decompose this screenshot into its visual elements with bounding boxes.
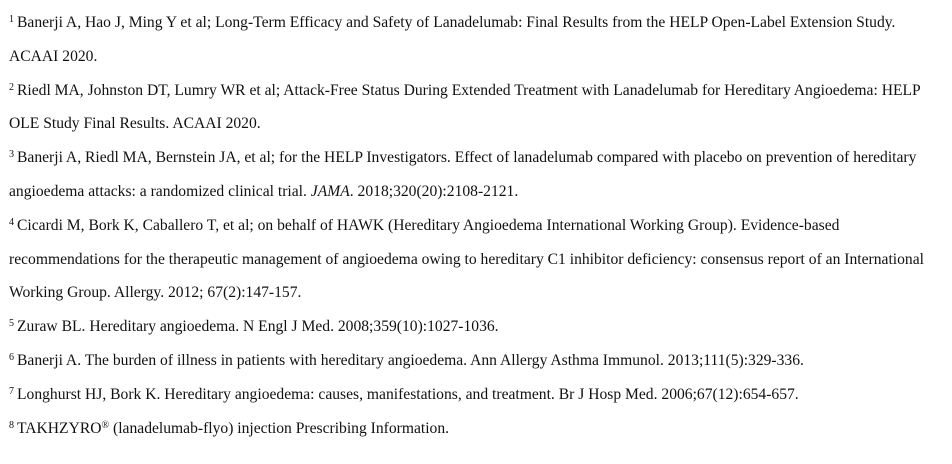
reference-8 — [9, 412, 939, 446]
reference-4 — [9, 209, 939, 310]
reference-text: (lanadelumab-flyo) injection Prescribing Information. — [109, 419, 450, 437]
reference-number: 8 — [9, 419, 14, 431]
reference-text: Banerji A. The burden of illness in patients with hereditary angioedema. Ann Allergy Asthma Immunol. 2013;111(5):329-336. — [17, 351, 804, 369]
reference-text: Cicardi M, Bork K, Caballero T, et al; on behalf of HAWK (Hereditary Angioedema International Working Group). Evidence-based recommendations for the therapeutic management of angioedema owing to hereditary C1 inhibitor deficiency: consensus report of an International Working Group. Allergy. 2012; 67(2):147-157. — [9, 216, 924, 302]
reference-number: 3 — [9, 149, 14, 161]
reference-number: 7 — [9, 385, 14, 397]
reference-number: 4 — [9, 216, 14, 228]
journal-name: JAMA — [310, 182, 350, 200]
reference-number: 2 — [9, 81, 14, 93]
reference-text: Banerji A, Riedl MA, Bernstein JA, et al; for the HELP Investigators. Effect of lanadelumab compared with placebo on prevention of hereditary angioedema attacks: a randomized clinical trial. — [9, 149, 917, 200]
reference-number: 1 — [9, 14, 14, 25]
reference-citation: . 2018;320(20):2108-2121. — [349, 182, 519, 200]
reference-text: Banerji A, Hao J, Ming Y et al; Long-Term Efficacy and Safety of Lanadelumab: Final Results from the HELP Open-Label Extension Study. ACAAI 2020. — [9, 14, 896, 65]
reference-text: Riedl MA, Johnston DT, Lumry WR et al; Attack-Free Status During Extended Treatment with Lanadelumab for Hereditary Angioedema: HELP OLE Study Final Results. ACAAI 2020. — [9, 81, 921, 133]
reference-number: 6 — [9, 351, 14, 363]
reference-number: 5 — [9, 318, 14, 330]
reference-text: Longhurst HJ, Bork K. Hereditary angioedema: causes, manifestations, and treatment. Br J Hosp Med. 2006;67(12):654-657. — [17, 385, 799, 403]
registered-mark: ® — [101, 419, 110, 431]
reference-6 — [9, 344, 939, 378]
brand-name: TAKHZYRO — [17, 419, 102, 437]
reference-text: Zuraw BL. Hereditary angioedema. N Engl J Med. 2008;359(10):1027-1036. — [17, 318, 499, 336]
reference-7 — [9, 378, 939, 412]
reference-5 — [9, 310, 939, 344]
reference-1 — [9, 6, 939, 74]
reference-3 — [9, 141, 939, 209]
reference-2 — [9, 74, 939, 142]
